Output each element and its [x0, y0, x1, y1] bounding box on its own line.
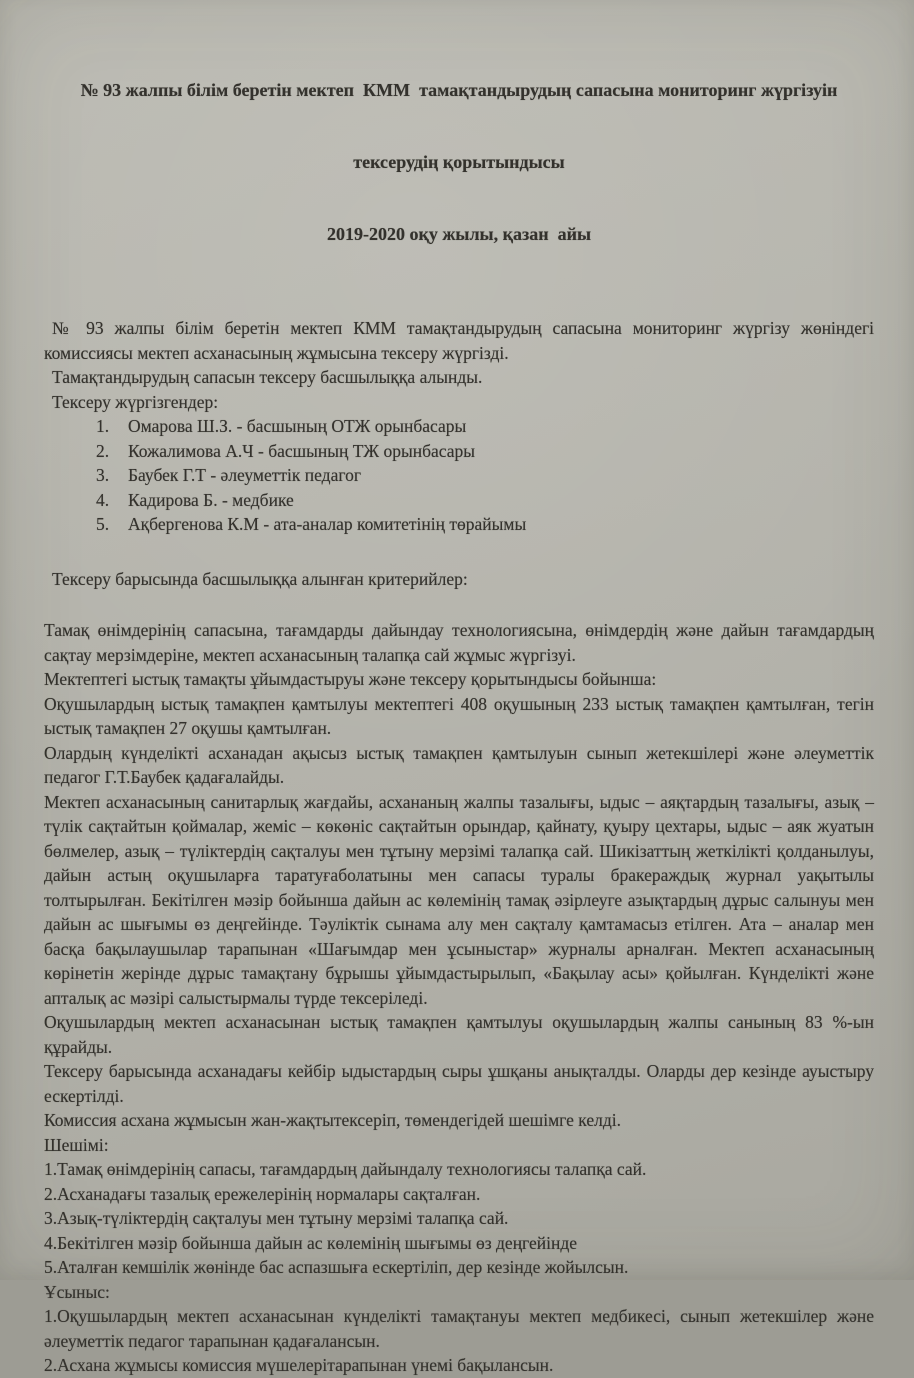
proposal-heading: Ұсыныс:: [44, 1281, 110, 1302]
proposal-item-1: 1.Оқушылардың мектеп асханасынан күнделікті тамақтануы мектеп медбикесі, сынып жетекшілер және әлеуметтік педагог тарапынан қадағалансын.: [44, 1306, 874, 1351]
decision-item-4: 4.Бекітілген мәзір бойынша дайын ас көлемінің шығымы өз деңгейінде: [44, 1232, 578, 1253]
inspector-item-3: [44, 463, 874, 488]
title-line-1: № 93 жалпы білім беретін мектеп КММ тамақтандырудың сапасына мониторинг жүргізуін: [80, 80, 838, 100]
inspector-name-role: Баубек Г.Т - әлеуметтік педагог: [128, 465, 362, 485]
coverage-percentage-paragraph: Оқушылардың мектеп асханасынан ыстық тамақпен қамтылуы оқушылардың жалпы санының 83 %-ын құрайды.: [44, 1012, 874, 1057]
inspector-number: 2.: [96, 440, 110, 461]
report-body: [44, 618, 874, 1378]
document-title: [44, 30, 874, 294]
criteria-heading: Тексеру барысында басшылыққа алынған критерийлер:: [52, 568, 468, 589]
inspector-number: 4.: [96, 489, 110, 510]
inspectors-list: [44, 414, 874, 537]
quality-control-line: Тамақтандырудың сапасын тексеру басшылыққа алынды.: [52, 367, 483, 387]
intro-paragraph: № 93 жалпы білім беретін мектеп КММ тамақтандырудың сапасына мониторинг жүргізу жөніндегі комиссиясы мектеп асханасының жұмысына тексеру жүргізді.: [44, 318, 874, 363]
supervision-paragraph: Олардың күнделікті асханадан ақысыз ыстық тамақпен қамтылуын сынып жетекшілері және әлеуметтік педагог Г.Т.Баубек қадағалайды.: [44, 742, 874, 787]
dishes-defect-paragraph: Тексеру барысында асханадағы кейбір ыдыстардың сыры ұшқаны анықталды. Оларды дер кезінде ауыстыру ескертілді.: [44, 1061, 874, 1106]
document-content: [44, 26, 874, 1378]
commission-conclusion-intro: Комиссия асхана жұмысын жан-жақтытексеріп, төмендегідей шешімге келді.: [44, 1110, 621, 1130]
decision-item-5: 5.Аталған кемшілік жөнінде бас аспазшыға ескертіліп, дер кезінде жойылсын.: [44, 1257, 629, 1277]
inspector-item-4: [44, 488, 874, 513]
coverage-stats-paragraph: Оқушылардың ыстық тамақпен қамтылуы мектептегі 408 оқушының 233 ыстық тамақпен қамтылған, тегін ыстық тамақпен 27 оқушы қамтылған.: [44, 693, 874, 738]
proposal-item-2: 2.Асхана жұмысы комиссия мүшелерітарапынан үнемі бақылансын.: [44, 1355, 554, 1375]
decision-heading: Шешімі:: [44, 1134, 109, 1155]
title-line-3: 2019-2020 оқу жылы, қазан айы: [326, 224, 592, 244]
inspector-number: 1.: [96, 416, 110, 436]
inspector-item-1: [44, 414, 874, 439]
inspector-name-role: Омарова Ш.З. - басшының ОТЖ орынбасары: [128, 416, 467, 436]
sanitary-conditions-paragraph: Мектеп асханасының санитарлық жағдайы, асхананың жалпы тазалығы, ыдыс – аяқтардың тазалығы, азық –түлік сақтайтын қоймалар, жеміс – көкөніс сақтайтын орындар, қайнату, қуыру цехтары, ыдыс – аяк жуатын бөлмелер, азық – түліктердің сақталуы мен тұтыну мерзімі талапқа сай. Шикізаттың жеткілікті қолданылуы, дайын астың оқушыларға таратуғаболатыны мен сапасы туралы бракераждық журнал уақытылы толтырылған. Бекітілген мәзір бойынша дайын ас көлемінің тамақ әзірлеуге азықтардың дұрыс салынуы мен дайын ас шығымы өз деңгейінде. Тәуліктік сынама алу мен сақталу қамтамасыз етілген. Ата – аналар мен басқа бақылаушылар тарапынан «Шағымдар мен ұсыныстар» журналы арналған. Мектеп асханасының көрінетін жерінде дұрыс тамақтану бұрышы ұйымдастырылып, «Бақылау асы» қойылған. Күнделікті және апталық ас мәзірі салыстырмалы түрде тексеріледі.: [44, 791, 874, 1008]
inspector-name-role: Кожалимова А.Ч - басшының ТЖ орынбасары: [128, 440, 476, 461]
inspector-name-role: Ақбергенова К.М - ата-аналар комитетінің төрайымы: [128, 514, 527, 534]
criteria-paragraph: Тамақ өнімдерінің сапасына, тағамдарды дайындау технологиясына, өнімдердің және дайын тағамдардың сақтау мерзімдеріне, мектеп асханасының талапқа сай жұмыс жүргізуі.: [44, 620, 874, 665]
inspector-item-5: [44, 512, 874, 537]
inspector-name-role: Кадирова Б. - медбике: [128, 489, 294, 510]
inspector-item-2: [44, 439, 874, 464]
decision-item-1: 1.Тамақ өнімдерінің сапасы, тағамдардың дайындалу технологиясы талапқа сай.: [44, 1159, 647, 1179]
decision-item-3: 3.Азық-түліктердің сақталуы мен тұтыну мерзімі талапқа сай.: [44, 1208, 509, 1228]
inspectors-label: Тексеру жүргізгендер:: [52, 391, 219, 412]
inspector-number: 5.: [96, 514, 110, 534]
decision-item-2: 2.Асханадағы тазалық ережелерінің нормалары сақталған.: [44, 1183, 481, 1204]
inspector-number: 3.: [96, 465, 110, 485]
title-line-2: тексерудің қорытындысы: [353, 152, 565, 172]
hot-meal-org-line: Мектептегі ыстық тамақты ұйымдастыруы және тексеру қорытындысы бойынша:: [44, 669, 657, 689]
